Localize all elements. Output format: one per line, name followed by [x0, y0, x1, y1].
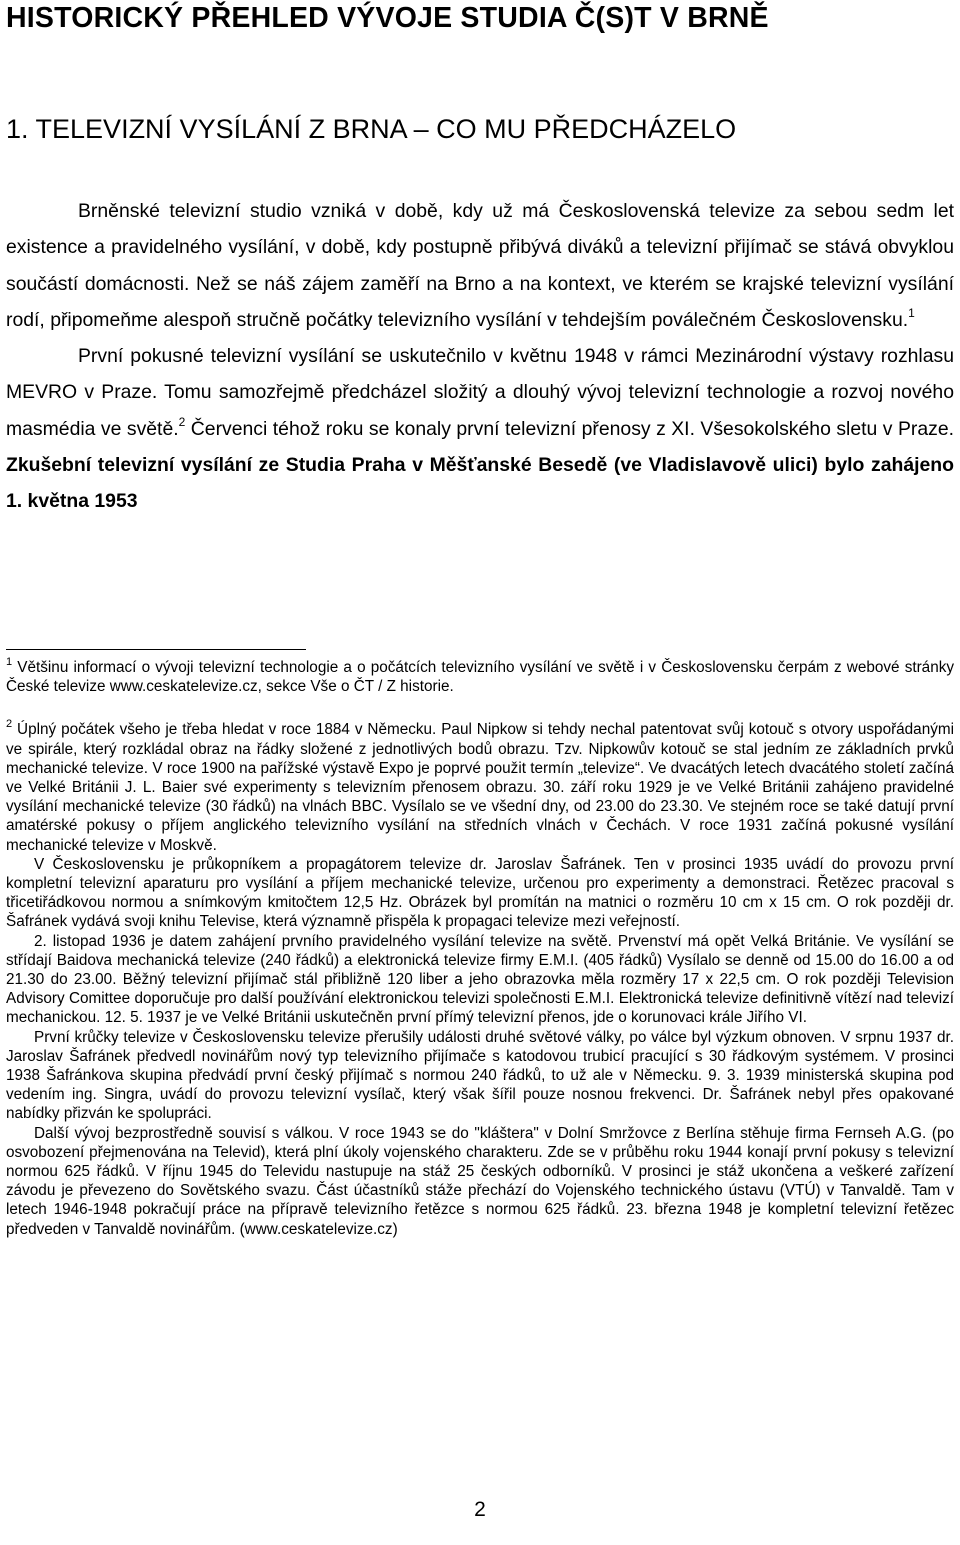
paragraph-1: [6, 193, 954, 338]
footnotes: [6, 658, 954, 1239]
paragraph-2-middle: Červenci téhož roku se konaly první televizní přenosy z XI. Všesokolského sletu v Praze.: [185, 417, 954, 440]
footnote-ref-2: 2: [178, 414, 186, 429]
paragraph-1-text: Brněnské televizní studio vzniká v době, kdy už má Československá televize za sebou sedm let existence a pravidelného vysílání, v době, kdy postupně přibývá diváků a televizní přijímač se stává obvyklou součástí domácnosti. Než se náš zájem zaměří na Brno a na kontext, ve kterém se krajské televizní vysílání rodí, připomeňme alespoň stručně počátky televizního vysílání v tehdejším poválečném Československu.: [6, 200, 954, 331]
footnote-2-paragraph-1: Úplný počátek všeho je třeba hledat v roce 1884 v Německu. Paul Nipkow si tehdy nechal patentovat svůj kotouč s otvory uspořádanými ve spirále, který rozkládal obraz na řádky složené z jednotlivých bodů obrazu. Tzv. Nipkowův kotouč se stal jedním ze základních prvků mechanické televize. V roce 1900 na pařížské výstavě Expo je poprvé použit termín „televize“. Ve dvacátých letech dvacátého století začíná ve Velké Británii J. L. Baier své experimenty s televizním přenosem obrazu. 30. září roku 1929 je ve Velké Británii zahájeno pravidelné vysílání mechanické televize (30 řádků) na vlnách BBC. Vysílalo se ve všední dny, od 23.00 do 23.30. Ve stejném roce se také datují první amatérské pokusy o příjem anglického televizního vysílání na středních vlnách v Čechách. V roce 1931 začíná pokusné vysílání mechanické televize v Moskvě.: [6, 721, 954, 854]
footnote-2-paragraph-2: V Československu je průkopníkem a propagátorem televize dr. Jaroslav Šafránek. Ten v prosinci 1935 uvádí do provozu první kompletní televizní aparaturu pro vysílání a příjem mechanické televize, určenou pro experimenty a demonstraci. Řetězec pracoval s třicetiřádkovou normou a snímkovým kmitočtem 12,5 Hz. Obrázek byl promítán na matnici o rozměru 10 cm x 15 cm. O rok později dr. Šafránek vydává svoji knihu Televise, která významně přispěla k propagaci televize mezi veřejností.: [6, 855, 954, 931]
footnote-2-paragraph-3: 2. listopad 1936 je datem zahájení prvního pravidelného vysílání televize na světě. Prvenství má opět Velká Británie. Ve vysílání se střídají Baidova mechanická televize (240 řádků) a elektronická televize firmy E.M.I. (405 řádků) Vysílalo se denně od 15.00 do 16.00 a od 21.30 do 23.00. Běžný televizní přijímač stál přibližně 120 liber a jeho obrazovka měla rozměry 17 x 22,5 cm. O rok později Television Advisory Comittee doporučuje pro další používání elektronickou televizi společnosti E.M.I. Elektronická televize definitivně vítězí nad televizí mechanickou. 12. 5. 1937 je ve Velké Británii uskutečněn první přímý televizní přenos, jde o korunovaci krále Jiřího VI.: [6, 932, 954, 1027]
paragraph-2-start: První pokusné televizní vysílání se uskutečnilo v květnu 1948 v rámci Mezinárodní výstavy rozhlasu MEVRO v Praze. Tomu samozřejmě předcházel složitý a dlouhý vývoj televizní technologie a rozvoj nového masmédia ve světě.: [6, 345, 954, 440]
chapter-heading: 1. TELEVIZNÍ VYSÍLÁNÍ Z BRNA – CO MU PŘEDCHÁZELO: [6, 114, 737, 144]
paragraph-2-bold: Zkušební televizní vysílání ze Studia Praha v Měšťanské Besedě (ve Vladislavově ulici) bylo zahájeno 1. května 1953: [6, 454, 954, 513]
footnote-1: [6, 658, 954, 696]
page-number: 2: [474, 1498, 486, 1521]
footnote-ref-1: 1: [908, 305, 915, 320]
footnote-2-number: 2: [6, 718, 13, 731]
footnote-2-paragraph-4: První krůčky televize v Československu televize přerušily události druhé světové války, po válce byl výzkum obnoven. V srpnu 1937 dr. Jaroslav Šafránek předvedl novinářům nový typ televizního přijímače s katodovou trubicí pracující s 30 řádkovým systémem. V prosinci 1938 Šafránkova skupina předvádí první český přijímač s normou 240 řádků, to už ale v Německu. 9. 3. 1939 ministerská skupina pod vedením ing. Singra, uvádí do provozu televizní vysílač, který však šířil pouze nosnou frekvenci. Dr. Šafránek nebyl přes opakované nabídky přizván ke spolupráci.: [6, 1028, 954, 1123]
footnote-separator: [6, 649, 306, 650]
main-text: [6, 193, 954, 520]
document-title: HISTORICKÝ PŘEHLED VÝVOJE STUDIA Č(S)T V BRNĚ: [6, 2, 769, 34]
footnote-2-paragraph-5: Další vývoj bezprostředně souvisí s válkou. V roce 1943 se do "kláštera" v Dolní Smržovce z Berlína stěhuje firma Fernseh A.G. (po osvobození přejmenována na Televid), která plní úkoly vojenského charakteru. Zde se v průběhu roku 1944 konají první pokusy s televizní normou 625 řádků. V říjnu 1945 do Televidu nastupuje na stáž 25 českých odborníků. V prosinci je stáž ukončena a veškeré zařízení závodu je převezeno do Sovětského svazu. Část účastníků stáže přechází do Vojenského technického ústavu (VTÚ) v Tanvaldě. Tam v letech 1946-1948 pokračují práce na přípravě televizního řetězce s normou 625 řádků. 23. března 1948 je kompletní televizní řetězec předveden v Tanvaldě novinářům. (www.ceskatelevize.cz): [6, 1124, 954, 1238]
footnote-1-text: Většinu informací o vývoji televizní technologie a o počátcích televizního vysílání ve světě i v Československu čerpám z webové stránky České televize www.ceskatelevize.cz, sekce Vše o ČT / Z historie.: [6, 659, 954, 696]
paragraph-2: [6, 338, 954, 519]
footnote-2: [6, 720, 954, 854]
footnote-1-number: 1: [6, 656, 13, 668]
